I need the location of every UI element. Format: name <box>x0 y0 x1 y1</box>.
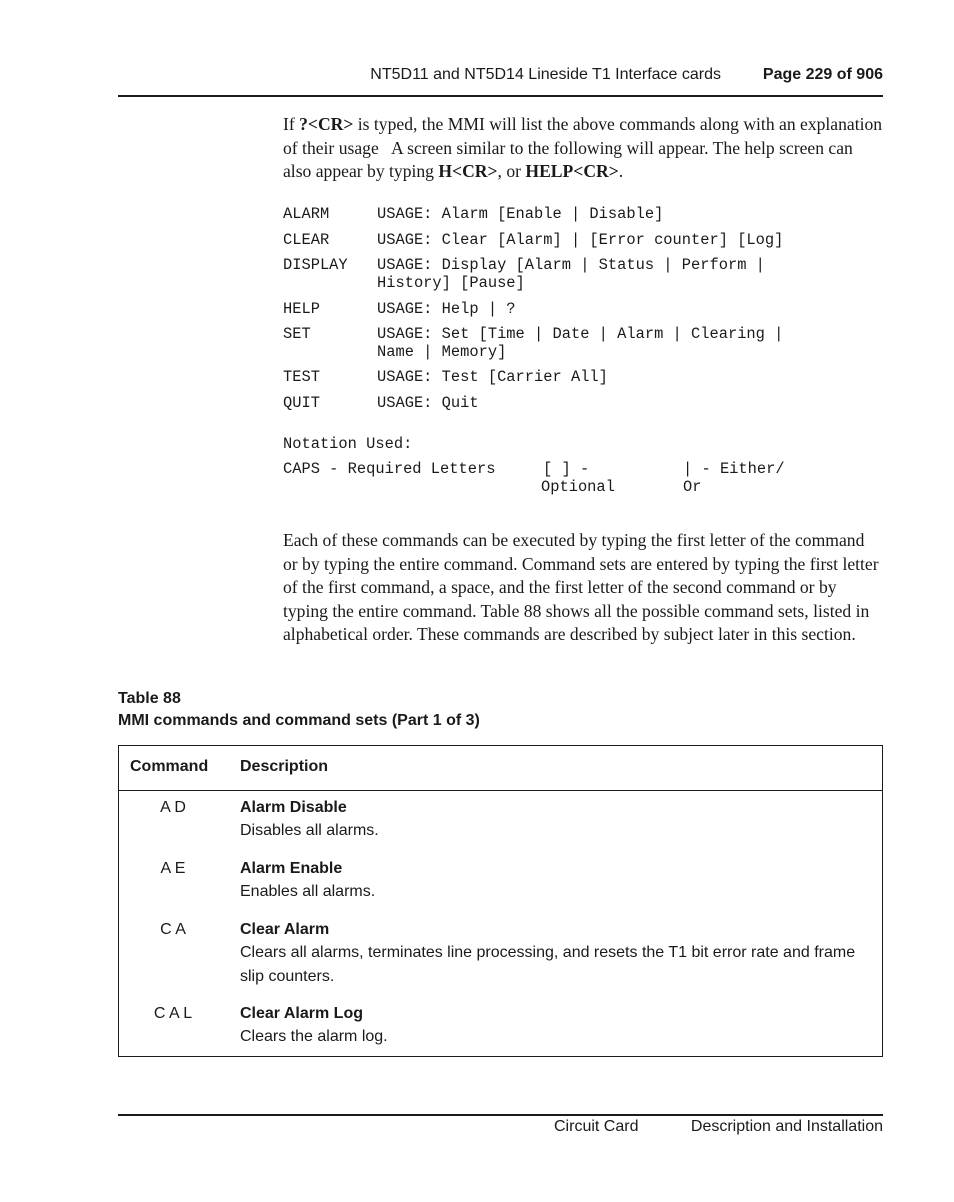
footer-rule <box>118 1114 883 1116</box>
row-command: C A <box>160 921 186 938</box>
header-rule <box>118 95 883 97</box>
usage-command: QUIT <box>283 394 320 412</box>
page-header <box>118 64 883 88</box>
table-number: Table 88 <box>118 690 181 707</box>
footer-left: Circuit Card <box>554 1118 639 1135</box>
row-description: Disables all alarms. <box>240 822 379 839</box>
notation-either-continued: Or <box>683 478 702 496</box>
footer-right: Description and Installation <box>690 1118 883 1135</box>
usage-command: ALARM <box>283 205 330 223</box>
row-title: Alarm Disable <box>240 799 347 816</box>
row-title: Clear Alarm Log <box>240 1005 363 1022</box>
row-title: Alarm Enable <box>240 860 343 877</box>
usage-text: USAGE: Set [Time | Date | Alarm | Clearing | <box>377 325 784 343</box>
row-description: Clears all alarms, terminates line processing, and resets the T1 bit error rate and frame slip counters. <box>240 944 856 985</box>
row-command: A E <box>160 860 186 877</box>
commands-table <box>118 745 883 1057</box>
commands-paragraph: Each of these commands can be executed by typing the first letter of the command or by typing the entire command. Command sets are entered by typing the first letter of the first command, a space, and the first letter of the second command or by typing the entire command. Table 88 shows all the possible command sets, listed in alphabetical order. These commands are described by subject later in this section. <box>283 530 879 644</box>
usage-command: CLEAR <box>283 231 330 249</box>
usage-text-continued: Name | Memory] <box>377 343 507 361</box>
row-description: Clears the alarm log. <box>240 1028 388 1045</box>
column-header-description: Description <box>240 758 329 775</box>
page-number: Page 229 of 906 <box>762 66 883 83</box>
usage-text: USAGE: Help | ? <box>377 300 516 318</box>
usage-command: HELP <box>283 300 320 318</box>
notation-caps: CAPS - Required Letters <box>283 460 496 478</box>
intro-text-1: If <box>283 114 300 134</box>
header-divider <box>119 790 882 791</box>
usage-command: SET <box>283 325 311 343</box>
notation-either: | - Either/ <box>683 460 785 478</box>
document-title: NT5D11 and NT5D14 Lineside T1 Interface cards <box>370 66 721 83</box>
intro-paragraph <box>283 113 883 184</box>
usage-text-continued: History] [Pause] <box>377 274 525 292</box>
column-header-command: Command <box>130 758 209 775</box>
intro-text-3: , or <box>497 161 526 181</box>
usage-text: USAGE: Alarm [Enable | Disable] <box>377 205 664 223</box>
intro-text-4: . <box>618 161 624 181</box>
row-title: Clear Alarm <box>240 921 330 938</box>
usage-text: USAGE: Quit <box>377 394 479 412</box>
intro-key-helpcr: HELP<CR> <box>525 161 619 181</box>
usage-command: TEST <box>283 368 320 386</box>
notation-heading: Notation Used: <box>283 435 413 453</box>
row-command: A D <box>160 799 186 816</box>
usage-command: DISPLAY <box>283 256 348 274</box>
row-description: Enables all alarms. <box>240 883 376 900</box>
row-command: C A L <box>153 1005 193 1022</box>
intro-key-h: H<CR> <box>438 161 498 181</box>
usage-text: USAGE: Clear [Alarm] | [Error counter] [Log] <box>377 231 784 249</box>
notation-optional: [ ] - <box>543 460 590 478</box>
notation-optional-continued: Optional <box>541 478 615 496</box>
table-caption: MMI commands and command sets (Part 1 of 3) <box>118 712 480 729</box>
usage-text: USAGE: Display [Alarm | Status | Perform | <box>377 256 765 274</box>
usage-text: USAGE: Test [Carrier All] <box>377 368 608 386</box>
intro-text-2: is typed, the MMI will list the above commands along with an explanation of their usage A screen similar to the following will appear. The help screen can also appear by typing <box>283 114 883 181</box>
intro-key-help: ?<CR> <box>299 114 354 134</box>
